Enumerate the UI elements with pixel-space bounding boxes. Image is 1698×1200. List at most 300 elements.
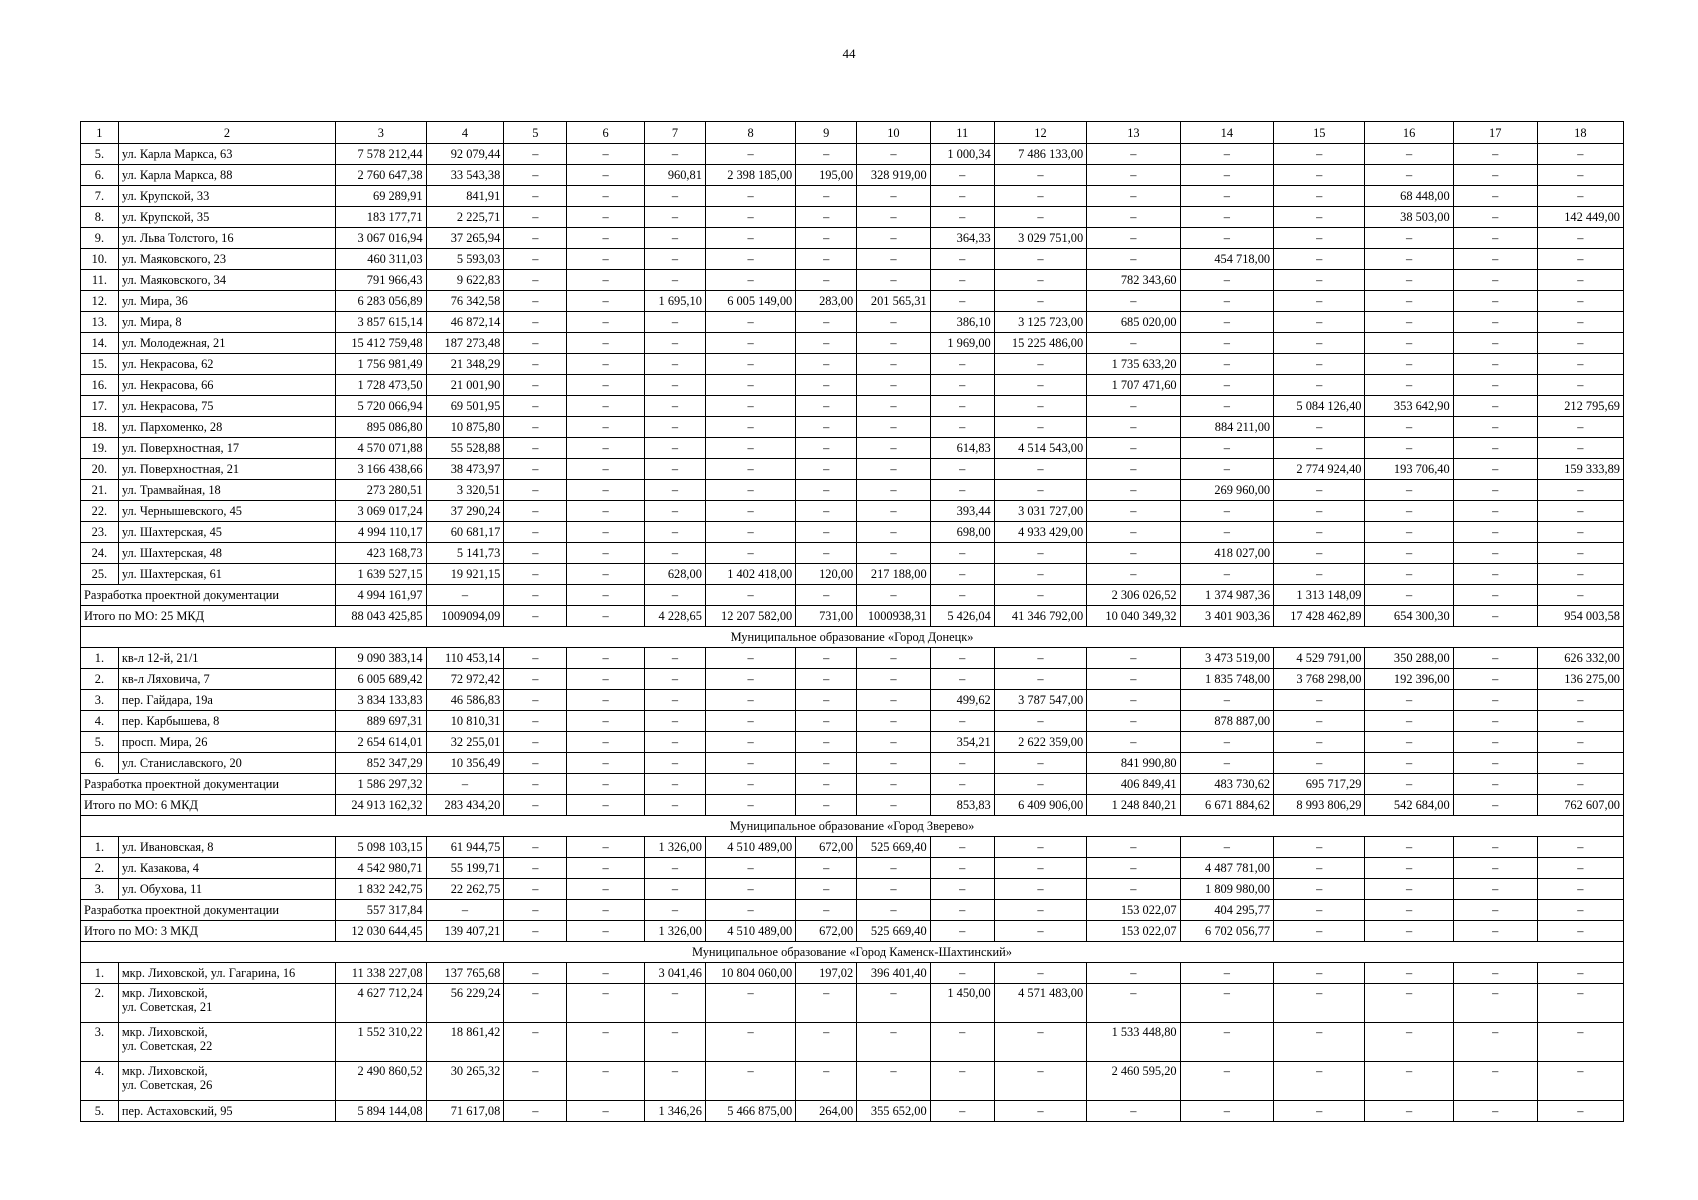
table-cell: – [1453, 858, 1537, 879]
table-cell: – [1274, 711, 1365, 732]
table-cell: – [930, 543, 994, 564]
row-number: 5. [81, 732, 119, 753]
address-cell: кв-л 12-й, 21/1 [118, 648, 335, 669]
table-cell: – [567, 1101, 645, 1122]
table-cell: – [567, 165, 645, 186]
table-row [81, 543, 1624, 564]
table-cell: – [1274, 753, 1365, 774]
table-cell: – [567, 921, 645, 942]
table-cell: – [567, 543, 645, 564]
table-cell: – [1180, 963, 1273, 984]
table-cell: – [504, 858, 567, 879]
table-cell: – [1537, 900, 1623, 921]
table-row [81, 396, 1624, 417]
table-cell: 92 079,44 [426, 144, 504, 165]
address-cell: ул. Мира, 8 [118, 312, 335, 333]
column-header: 2 [118, 122, 335, 144]
table-cell: – [930, 1101, 994, 1122]
table-cell: 4 542 980,71 [336, 858, 426, 879]
column-header: 11 [930, 122, 994, 144]
table-cell: – [504, 312, 567, 333]
table-cell: – [1365, 144, 1453, 165]
table-cell: – [857, 480, 931, 501]
section-title: Муниципальное образование «Город Каменск-Шахтинский» [81, 942, 1624, 963]
table-cell: – [705, 417, 795, 438]
table-cell: – [930, 249, 994, 270]
table-cell: 852 347,29 [336, 753, 426, 774]
table-cell: 654 300,30 [1365, 606, 1453, 627]
table-cell: – [857, 459, 931, 480]
table-cell: 1 374 987,36 [1180, 585, 1273, 606]
table-cell: 1 809 980,00 [1180, 879, 1273, 900]
table-cell: 841 990,80 [1087, 753, 1180, 774]
row-number: 5. [81, 1101, 119, 1122]
table-cell: – [567, 291, 645, 312]
table-row [81, 375, 1624, 396]
table-cell: – [504, 606, 567, 627]
table-cell: – [705, 984, 795, 1023]
table-cell: 192 396,00 [1365, 669, 1453, 690]
table-cell: – [567, 963, 645, 984]
table-cell: – [1180, 1023, 1273, 1062]
table-cell: – [567, 795, 645, 816]
table-cell: – [1537, 963, 1623, 984]
table-cell: – [705, 396, 795, 417]
table-cell: – [796, 1062, 857, 1101]
table-cell: – [1087, 543, 1180, 564]
table-cell: – [1274, 900, 1365, 921]
table-cell: – [994, 1062, 1086, 1101]
table-cell: – [1453, 186, 1537, 207]
table-cell: – [705, 585, 795, 606]
table-cell: – [504, 921, 567, 942]
address-cell: ул. Пархоменко, 28 [118, 417, 335, 438]
table-cell: – [1453, 312, 1537, 333]
row-number: 17. [81, 396, 119, 417]
table-cell: – [1365, 1101, 1453, 1122]
table-cell: – [1274, 207, 1365, 228]
table-cell: 137 765,68 [426, 963, 504, 984]
table-cell: 41 346 792,00 [994, 606, 1086, 627]
table-cell: – [1453, 585, 1537, 606]
row-number: 24. [81, 543, 119, 564]
table-cell: – [1537, 438, 1623, 459]
table-cell: 6 005 689,42 [336, 669, 426, 690]
table-cell: 5 084 126,40 [1274, 396, 1365, 417]
table-cell: 2 490 860,52 [336, 1062, 426, 1101]
table-cell: – [1274, 837, 1365, 858]
table-cell: 423 168,73 [336, 543, 426, 564]
table-cell: – [1453, 438, 1537, 459]
table-cell: – [504, 165, 567, 186]
table-cell: – [705, 522, 795, 543]
table-cell: – [504, 186, 567, 207]
table-cell: – [1087, 501, 1180, 522]
table-cell: 201 565,31 [857, 291, 931, 312]
table-cell: – [1087, 564, 1180, 585]
table-cell: – [930, 1023, 994, 1062]
table-cell: – [1537, 249, 1623, 270]
table-cell: 3 787 547,00 [994, 690, 1086, 711]
table-cell: 3 125 723,00 [994, 312, 1086, 333]
table-cell: 153 022,07 [1087, 921, 1180, 942]
table-cell: – [930, 417, 994, 438]
address-cell: кв-л Ляховича, 7 [118, 669, 335, 690]
table-row [81, 963, 1624, 984]
table-cell: – [1453, 396, 1537, 417]
table-cell: 12 030 644,45 [336, 921, 426, 942]
table-cell: – [1537, 1023, 1623, 1062]
table-cell: – [930, 774, 994, 795]
address-cell: ул. Крупской, 33 [118, 186, 335, 207]
table-cell: – [504, 984, 567, 1023]
table-cell: – [1087, 186, 1180, 207]
table-cell: – [1087, 858, 1180, 879]
table-cell: – [857, 795, 931, 816]
table-cell: – [426, 585, 504, 606]
table-cell: – [796, 144, 857, 165]
table-row [81, 417, 1624, 438]
table-cell: – [504, 732, 567, 753]
table-cell: – [994, 1101, 1086, 1122]
table-row [81, 1101, 1624, 1122]
table-cell: 3 473 519,00 [1180, 648, 1273, 669]
table-cell: 393,44 [930, 501, 994, 522]
table-cell: – [1453, 270, 1537, 291]
table-cell: – [857, 879, 931, 900]
table-cell: – [504, 963, 567, 984]
table-cell: 7 578 212,44 [336, 144, 426, 165]
table-cell: – [567, 879, 645, 900]
table-cell: 10 810,31 [426, 711, 504, 732]
table-cell: – [1180, 1101, 1273, 1122]
row-number: 22. [81, 501, 119, 522]
table-cell: – [645, 312, 706, 333]
address-cell: ул. Некрасова, 66 [118, 375, 335, 396]
table-cell: – [1180, 522, 1273, 543]
row-number: 21. [81, 480, 119, 501]
address-cell: ул. Некрасова, 62 [118, 354, 335, 375]
table-cell: 672,00 [796, 837, 857, 858]
table-cell: 38 503,00 [1365, 207, 1453, 228]
table-cell: – [857, 1062, 931, 1101]
table-cell: – [857, 774, 931, 795]
table-cell: 406 849,41 [1087, 774, 1180, 795]
table-cell: – [567, 732, 645, 753]
table-cell: 33 543,38 [426, 165, 504, 186]
table-cell: – [930, 585, 994, 606]
table-cell: – [645, 207, 706, 228]
table-cell: – [1537, 333, 1623, 354]
table-cell: – [567, 774, 645, 795]
table-cell: 4 933 429,00 [994, 522, 1086, 543]
table-cell: – [567, 837, 645, 858]
table-cell: 195,00 [796, 165, 857, 186]
table-row [81, 732, 1624, 753]
table-cell: – [796, 585, 857, 606]
table-cell: – [1365, 984, 1453, 1023]
table-cell: 4 510 489,00 [705, 921, 795, 942]
row-number: 16. [81, 375, 119, 396]
section-title: Муниципальное образование «Город Донецк» [81, 627, 1624, 648]
table-cell: – [1537, 711, 1623, 732]
table-cell: 4 529 791,00 [1274, 648, 1365, 669]
table-cell: – [705, 879, 795, 900]
table-cell: – [1180, 228, 1273, 249]
table-cell: 7 486 133,00 [994, 144, 1086, 165]
table-cell: – [796, 879, 857, 900]
table-cell: – [504, 837, 567, 858]
table-cell: – [1274, 375, 1365, 396]
table-cell: – [930, 837, 994, 858]
table-cell: – [645, 690, 706, 711]
table-cell: 698,00 [930, 522, 994, 543]
column-header: 8 [705, 122, 795, 144]
table-cell: – [1274, 984, 1365, 1023]
table-cell: 55 528,88 [426, 438, 504, 459]
address-cell: ул. Маяковского, 34 [118, 270, 335, 291]
table-cell: – [645, 396, 706, 417]
table-cell: 841,91 [426, 186, 504, 207]
table-cell: – [1537, 543, 1623, 564]
table-cell: 499,62 [930, 690, 994, 711]
table-cell: – [857, 501, 931, 522]
table-cell: – [796, 774, 857, 795]
table-cell: 3 320,51 [426, 480, 504, 501]
table-cell: – [504, 795, 567, 816]
table-cell: 1 586 297,32 [336, 774, 426, 795]
table-cell: 217 188,00 [857, 564, 931, 585]
table-cell: – [1087, 648, 1180, 669]
table-cell: – [567, 333, 645, 354]
table-cell: – [1274, 879, 1365, 900]
table-cell: 71 617,08 [426, 1101, 504, 1122]
table-cell: – [796, 333, 857, 354]
table-cell: 15 412 759,48 [336, 333, 426, 354]
table-cell: 1 402 418,00 [705, 564, 795, 585]
table-cell: – [930, 480, 994, 501]
table-cell: – [1180, 291, 1273, 312]
table-cell: – [1274, 1101, 1365, 1122]
table-cell: 4 514 543,00 [994, 438, 1086, 459]
table-cell: – [1274, 480, 1365, 501]
table-cell: – [567, 417, 645, 438]
table-cell: – [857, 144, 931, 165]
table-cell: 3 166 438,66 [336, 459, 426, 480]
table-cell: 1 326,00 [645, 837, 706, 858]
address-cell: мкр. Лиховской, ул. Советская, 26 [118, 1062, 335, 1101]
table-cell: 68 448,00 [1365, 186, 1453, 207]
capital-repair-table [80, 121, 1624, 1122]
table-cell: 1 695,10 [645, 291, 706, 312]
table-cell: – [1274, 858, 1365, 879]
table-cell: 695 717,29 [1274, 774, 1365, 795]
table-cell: 782 343,60 [1087, 270, 1180, 291]
table-cell: 5 720 066,94 [336, 396, 426, 417]
table-cell: 5 593,03 [426, 249, 504, 270]
table-cell: – [1087, 165, 1180, 186]
table-cell: – [796, 795, 857, 816]
table-cell: – [1537, 585, 1623, 606]
table-cell: – [504, 648, 567, 669]
table-cell: – [645, 1062, 706, 1101]
table-cell: 1 969,00 [930, 333, 994, 354]
table-cell: – [705, 312, 795, 333]
table-cell: – [1180, 354, 1273, 375]
table-cell: – [1537, 858, 1623, 879]
table-cell: – [930, 165, 994, 186]
table-cell: 889 697,31 [336, 711, 426, 732]
table-cell: – [705, 501, 795, 522]
table-cell: 21 348,29 [426, 354, 504, 375]
table-cell: 76 342,58 [426, 291, 504, 312]
table-cell: – [994, 186, 1086, 207]
table-cell: 1 735 633,20 [1087, 354, 1180, 375]
table-cell: – [1365, 963, 1453, 984]
table-cell: – [504, 1101, 567, 1122]
table-row [81, 564, 1624, 585]
column-header: 9 [796, 122, 857, 144]
row-number: 7. [81, 186, 119, 207]
row-number: 2. [81, 858, 119, 879]
table-cell: – [994, 648, 1086, 669]
table-cell: 5 894 144,08 [336, 1101, 426, 1122]
table-cell: – [1087, 249, 1180, 270]
row-number: 4. [81, 711, 119, 732]
table-cell: – [504, 900, 567, 921]
address-cell: ул. Обухова, 11 [118, 879, 335, 900]
table-cell: – [1365, 501, 1453, 522]
table-cell: – [1453, 669, 1537, 690]
table-cell: – [567, 228, 645, 249]
table-cell: – [1537, 564, 1623, 585]
row-number: 6. [81, 165, 119, 186]
table-cell: – [1365, 879, 1453, 900]
address-cell: ул. Трамвайная, 18 [118, 480, 335, 501]
table-cell: – [504, 249, 567, 270]
row-number: 14. [81, 333, 119, 354]
table-cell: – [930, 648, 994, 669]
table-cell: 9 090 383,14 [336, 648, 426, 669]
table-cell: 5 141,73 [426, 543, 504, 564]
table-cell: 273 280,51 [336, 480, 426, 501]
table-cell: – [1365, 774, 1453, 795]
table-cell: – [567, 606, 645, 627]
table-cell: – [1180, 270, 1273, 291]
table-cell: – [1087, 207, 1180, 228]
table-cell: – [1087, 711, 1180, 732]
table-cell: – [930, 396, 994, 417]
table-cell: – [567, 858, 645, 879]
table-row [81, 291, 1624, 312]
table-cell: – [857, 858, 931, 879]
table-cell: – [567, 375, 645, 396]
table-row [81, 144, 1624, 165]
table-cell: 159 333,89 [1537, 459, 1623, 480]
table-cell: – [645, 711, 706, 732]
table-cell: – [705, 753, 795, 774]
table-cell: – [1453, 606, 1537, 627]
table-cell: – [796, 900, 857, 921]
table-cell: 120,00 [796, 564, 857, 585]
table-cell: 525 669,40 [857, 921, 931, 942]
table-cell: – [1087, 459, 1180, 480]
table-cell: 37 290,24 [426, 501, 504, 522]
table-cell: – [1180, 312, 1273, 333]
table-cell: 8 993 806,29 [1274, 795, 1365, 816]
table-cell: – [567, 144, 645, 165]
table-cell: 2 760 647,38 [336, 165, 426, 186]
table-cell: – [994, 900, 1086, 921]
table-cell: 19 921,15 [426, 564, 504, 585]
table-cell: – [1453, 690, 1537, 711]
table-cell: 24 913 162,32 [336, 795, 426, 816]
table-cell: – [857, 207, 931, 228]
table-row [81, 207, 1624, 228]
table-cell: – [504, 501, 567, 522]
table-cell: – [1537, 1062, 1623, 1101]
table-cell: – [1453, 543, 1537, 564]
table-cell: 1 552 310,22 [336, 1023, 426, 1062]
table-cell: 954 003,58 [1537, 606, 1623, 627]
table-cell: – [1537, 690, 1623, 711]
table-cell: – [796, 186, 857, 207]
table-cell: – [1180, 207, 1273, 228]
table-cell: – [857, 375, 931, 396]
table-cell: 3 069 017,24 [336, 501, 426, 522]
table-cell: – [705, 690, 795, 711]
table-cell: – [567, 585, 645, 606]
table-cell: – [1453, 1023, 1537, 1062]
table-cell: – [705, 711, 795, 732]
table-cell: 6 283 056,89 [336, 291, 426, 312]
table-cell: 4 571 483,00 [994, 984, 1086, 1023]
table-cell: – [705, 858, 795, 879]
table-cell: – [645, 354, 706, 375]
table-cell: – [1087, 879, 1180, 900]
table-cell: – [567, 459, 645, 480]
address-cell: ул. Ивановская, 8 [118, 837, 335, 858]
table-cell: 4 994 110,17 [336, 522, 426, 543]
table-cell: – [1365, 312, 1453, 333]
address-cell: пер. Гайдара, 19а [118, 690, 335, 711]
table-cell: – [1453, 417, 1537, 438]
table-cell: – [645, 1023, 706, 1062]
table-cell: 212 795,69 [1537, 396, 1623, 417]
table-row [81, 711, 1624, 732]
table-cell: – [705, 459, 795, 480]
table-cell: 354,21 [930, 732, 994, 753]
table-cell: – [1274, 1062, 1365, 1101]
table-cell: – [1365, 564, 1453, 585]
table-cell: 264,00 [796, 1101, 857, 1122]
table-cell: 6 005 149,00 [705, 291, 795, 312]
table-cell: – [930, 375, 994, 396]
row-number: 4. [81, 1062, 119, 1101]
address-cell: ул. Крупской, 35 [118, 207, 335, 228]
table-cell: – [1274, 354, 1365, 375]
address-cell: ул. Карла Маркса, 88 [118, 165, 335, 186]
table-cell: – [567, 984, 645, 1023]
table-cell: 10 356,49 [426, 753, 504, 774]
address-cell: ул. Поверхностная, 17 [118, 438, 335, 459]
page-number: 44 [842, 46, 856, 61]
table-cell: – [1453, 333, 1537, 354]
table-cell: – [645, 459, 706, 480]
table-cell: 4 627 712,24 [336, 984, 426, 1023]
table-cell: – [1087, 1101, 1180, 1122]
table-cell: – [1537, 732, 1623, 753]
